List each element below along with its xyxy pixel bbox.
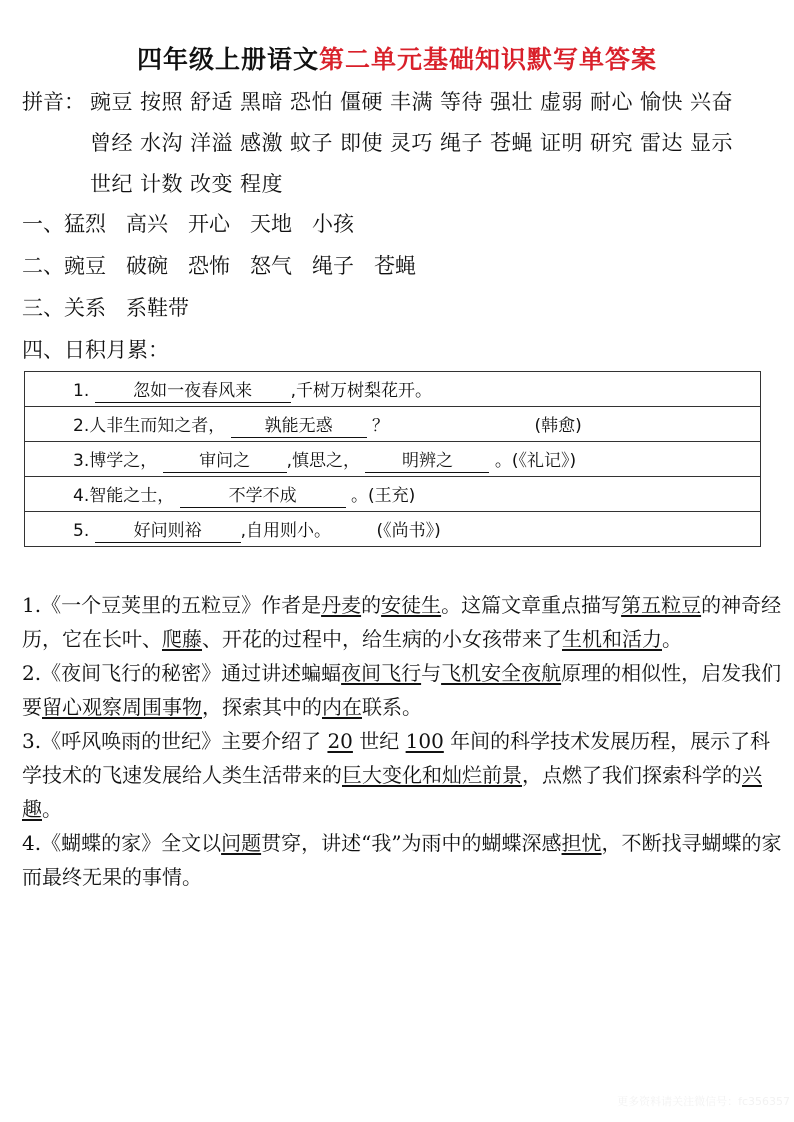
pinyin-word: 程度 — [240, 172, 283, 196]
note-paragraph — [22, 588, 782, 656]
pinyin-word: 洋溢 — [190, 131, 233, 155]
pinyin-word: 水沟 — [140, 131, 183, 155]
pinyin-word: 感激 — [240, 131, 283, 155]
notes-section — [22, 588, 782, 894]
line-text: 博学之， — [89, 450, 158, 471]
title-part1: 四年级上册语文 — [136, 45, 319, 74]
table-row — [25, 372, 761, 407]
pinyin-word: 强壮 — [490, 90, 533, 114]
title-part2: 第二单元基础知识默写单答案 — [319, 45, 658, 74]
note-text: 4.《蝴蝶的家》全文以 — [22, 831, 222, 855]
answer-word: 猛烈 — [64, 212, 106, 236]
answer-word: 破碗 — [126, 254, 168, 278]
note-text: 的神奇经历，它在长叶、 — [22, 593, 782, 651]
section-label: 四、日积月累： — [22, 338, 169, 362]
underlined-answer: 生机和活力 — [562, 627, 662, 651]
line-text: ,自用则小。 — [240, 520, 332, 541]
note-text: 。 — [42, 797, 62, 821]
row-number: 2. — [73, 415, 90, 436]
underlined-answer: 担忧 — [561, 831, 602, 855]
table-row — [25, 512, 761, 547]
note-text: ，探索其中的 — [202, 695, 322, 719]
underlined-answer: 巨大变化和灿烂前景 — [342, 763, 522, 787]
table-row — [25, 477, 761, 512]
answer-word: 小孩 — [312, 212, 354, 236]
idiom-table — [24, 371, 761, 547]
answer-word: 高兴 — [126, 212, 168, 236]
pinyin-word: 等待 — [440, 90, 483, 114]
pinyin-word: 雷达 — [640, 131, 683, 155]
pinyin-label: 拼音： — [22, 90, 85, 114]
section-three — [22, 290, 209, 326]
source-label: (韩愈) — [534, 415, 582, 436]
source-label: (《尚书》) — [376, 520, 441, 541]
note-text: 2.《夜间飞行的秘密》通过讲述蝙蝠 — [22, 661, 342, 685]
pinyin-word: 愉快 — [640, 90, 683, 114]
answer-word: 豌豆 — [64, 254, 106, 278]
pinyin-word: 恐怕 — [290, 90, 333, 114]
note-text: 的 — [361, 593, 382, 617]
note-text: 年间的科学技术发展历程，展示了科学技术的飞速发展给人类生活带来的 — [22, 729, 771, 787]
page-title — [0, 42, 794, 78]
answer-word: 怒气 — [250, 254, 292, 278]
pinyin-word: 研究 — [590, 131, 633, 155]
section-label: 一、 — [22, 212, 64, 236]
pinyin-word: 绳子 — [440, 131, 483, 155]
answer-blank: 明辨之 — [365, 450, 489, 473]
pinyin-word: 证明 — [540, 131, 583, 155]
pinyin-word: 丰满 — [390, 90, 433, 114]
underlined-answer: 飞机安全夜航 — [441, 661, 562, 685]
table-row — [25, 407, 761, 442]
note-text: 世纪 — [352, 729, 406, 753]
answer-word: 开心 — [188, 212, 230, 236]
answer-blank: 审问之 — [163, 450, 287, 473]
note-paragraph — [22, 826, 782, 894]
underlined-answer: 夜间飞行 — [341, 661, 422, 685]
pinyin-word: 曾经 — [90, 131, 133, 155]
answer-word: 系鞋带 — [126, 296, 189, 320]
underlined-answer: 兴趣 — [22, 763, 762, 821]
line-text: ,慎思之， — [286, 450, 361, 471]
row-number: 3. — [73, 450, 90, 471]
note-text: 。 — [662, 627, 682, 651]
underlined-answer: 问题 — [221, 831, 262, 855]
note-text: 3.《呼风唤雨的世纪》主要介绍了 — [22, 729, 328, 753]
underlined-answer: 安徒生 — [381, 593, 442, 617]
row-number: 5. — [73, 520, 90, 541]
underlined-answer: 第五粒豆 — [621, 593, 702, 617]
pinyin-word: 计数 — [140, 172, 183, 196]
note-text: 与 — [421, 661, 442, 685]
section-label: 二、 — [22, 254, 64, 278]
line-text: 智能之士， — [89, 485, 175, 506]
pinyin-word: 豌豆 — [90, 90, 133, 114]
answer-word: 苍蝇 — [374, 254, 416, 278]
pinyin-word: 灵巧 — [390, 131, 433, 155]
note-text: 贯穿，讲述“我”为雨中的蝴蝶深感 — [261, 831, 562, 855]
pinyin-word: 改变 — [190, 172, 233, 196]
answer-word: 恐怖 — [188, 254, 230, 278]
source-label: (《礼记》) — [511, 450, 577, 471]
underlined-answer: 丹麦 — [321, 593, 362, 617]
note-text: ，不断找寻蝴蝶的家而最终无果的事情。 — [22, 831, 782, 889]
line-text: 。 — [494, 450, 512, 471]
pinyin-word: 蚊子 — [290, 131, 333, 155]
answer-blank: 孰能无惑 — [231, 415, 367, 438]
underlined-answer: 内在 — [322, 695, 362, 719]
pinyin-section — [22, 82, 782, 205]
underlined-answer: 20 — [327, 729, 353, 753]
table-row — [25, 442, 761, 477]
pinyin-word: 显示 — [690, 131, 733, 155]
answer-blank: 好问则裕 — [95, 520, 241, 543]
line-text: 人非生而知之者， — [89, 415, 226, 436]
answer-blank: 忽如一夜春风来 — [95, 380, 291, 403]
line-text: ,千树万树梨花开。 — [290, 380, 433, 401]
pinyin-word: 按照 — [140, 90, 183, 114]
row-number: 4. — [73, 485, 90, 506]
pinyin-word: 黑暗 — [240, 90, 283, 114]
pinyin-word: 耐心 — [590, 90, 633, 114]
note-paragraph — [22, 656, 782, 724]
section-label: 三、 — [22, 296, 64, 320]
line-text: 。(王充) — [351, 485, 416, 506]
underlined-answer: 爬藤 — [162, 627, 202, 651]
row-number: 1. — [73, 380, 90, 401]
pinyin-word: 即使 — [340, 131, 383, 155]
answer-blank: 不学不成 — [180, 485, 346, 508]
section-four-heading — [22, 332, 169, 368]
section-one — [22, 206, 374, 242]
note-paragraph — [22, 724, 782, 826]
pinyin-word: 虚弱 — [540, 90, 583, 114]
note-text: 1.《一个豆荚里的五粒豆》作者是 — [22, 593, 322, 617]
pinyin-word: 世纪 — [90, 172, 133, 196]
note-text: 联系。 — [362, 695, 422, 719]
pinyin-word: 僵硬 — [340, 90, 383, 114]
note-text: 原理的相似性，启发我们要 — [22, 661, 782, 719]
pinyin-word: 舒适 — [190, 90, 233, 114]
pinyin-words — [90, 82, 782, 205]
section-two — [22, 248, 436, 284]
underlined-answer: 留心观察周围事物 — [42, 695, 202, 719]
note-text: 、开花的过程中，给生病的小女孩带来了 — [202, 627, 562, 651]
note-text: 。这篇文章重点描写 — [441, 593, 622, 617]
underlined-answer: 100 — [405, 729, 444, 753]
pinyin-word: 兴奋 — [690, 90, 733, 114]
note-text: ，点燃了我们探索科学的 — [522, 763, 742, 787]
answer-word: 关系 — [64, 296, 106, 320]
answer-word: 绳子 — [312, 254, 354, 278]
line-text: ？ — [372, 415, 390, 436]
watermark: 更多资料请关注微信号：fc356357 — [617, 1095, 790, 1108]
answer-word: 天地 — [250, 212, 292, 236]
pinyin-word: 苍蝇 — [490, 131, 533, 155]
